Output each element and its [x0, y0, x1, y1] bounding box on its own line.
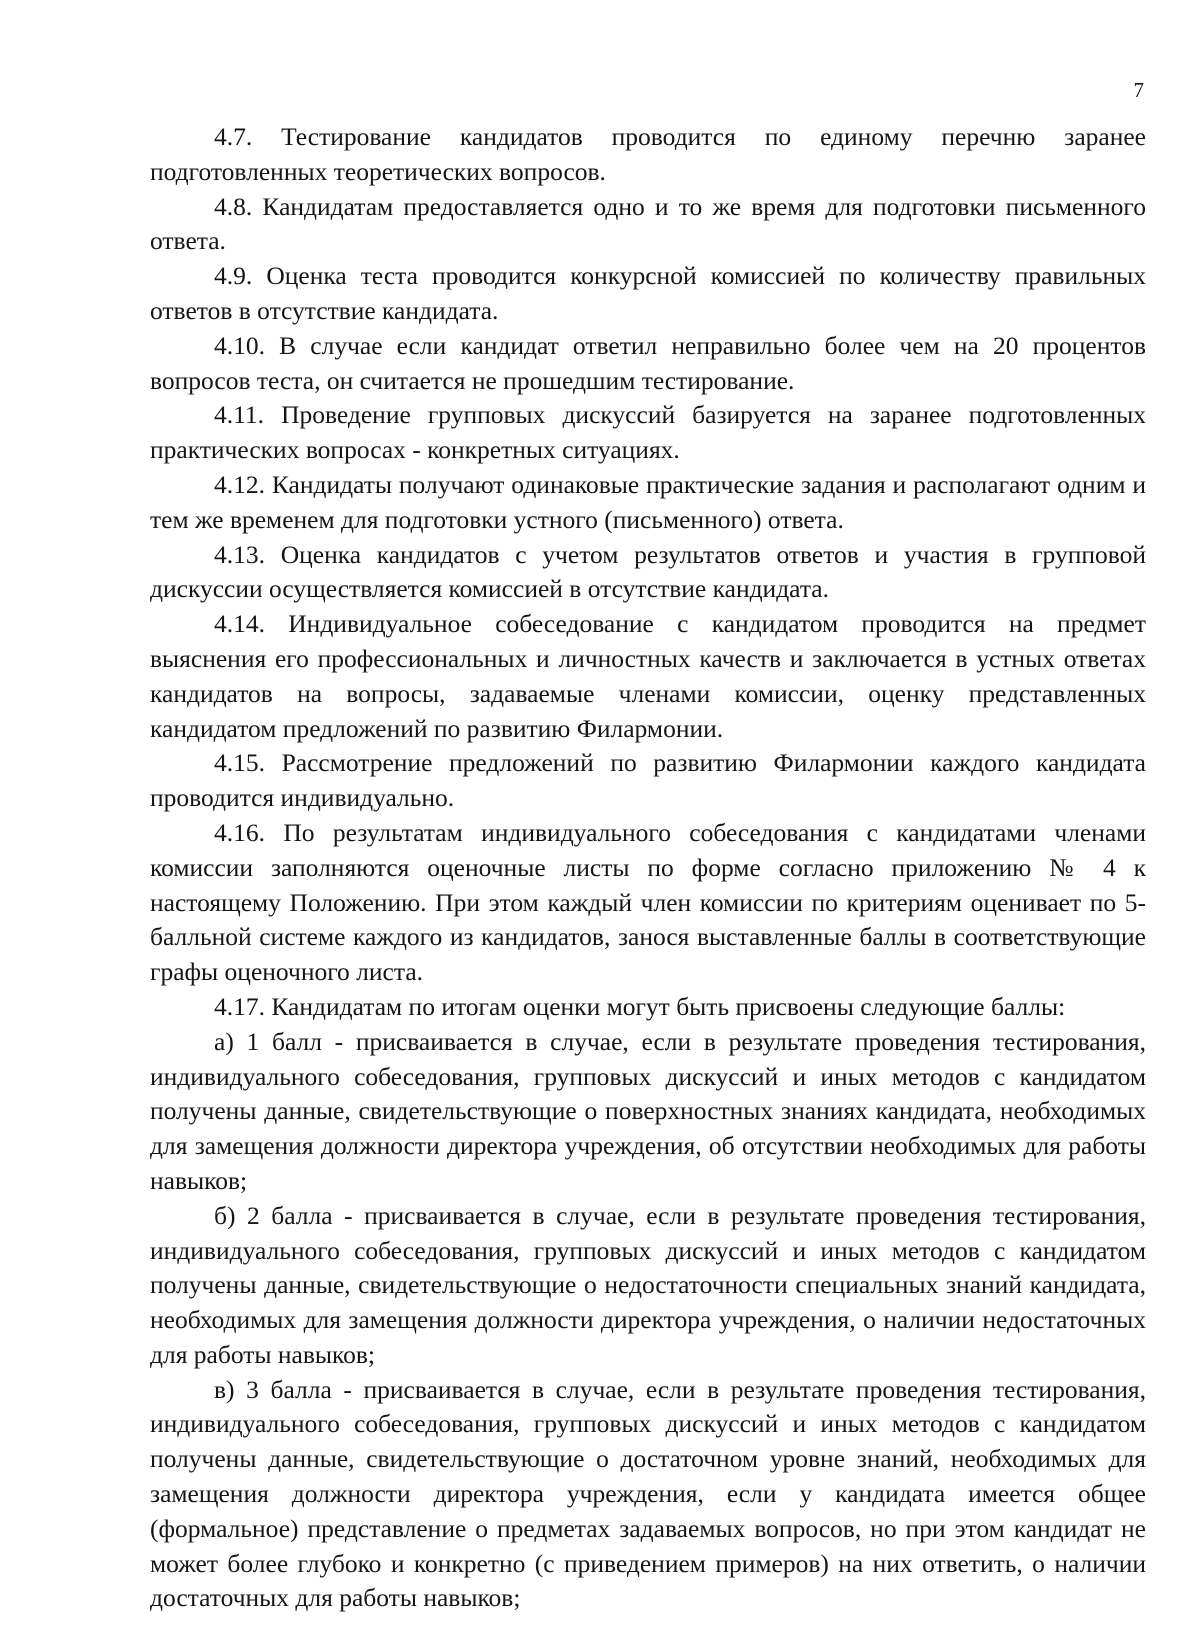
page-number: 7	[1133, 78, 1144, 102]
paragraph: а) 1 балл - присваивается в случае, если в результате проведения тестирования, индивидуального собеседования, групповых дискуссий и иных методов с кандидатом получены данные, свидетельствующие о поверхностных знаниях кандидата, необходимых для замещения должности директора учреждения, об отсутствии необходимых для работы навыков;	[150, 1026, 1146, 1195]
paragraph: 4.17. Кандидатам по итогам оценки могут быть присвоены следующие баллы:	[214, 991, 1066, 1021]
paragraph: 4.14. Индивидуальное собеседование с кандидатом проводится на предмет выяснения его профессиональных и личностных качеств и заключается в устных ответах кандидатов на вопросы, задаваемые членами комиссии, оценку представленных кандидатом предложений по развитию Филармонии.	[150, 609, 1146, 743]
paragraph: 4.7. Тестирование кандидатов проводится по единому перечню заранее подготовленных теоретических вопросов.	[150, 122, 1146, 186]
paragraph: 4.13. Оценка кандидатов с учетом результатов ответов и участия в групповой дискуссии осуществляется комиссией в отсутствие кандидата.	[150, 539, 1146, 604]
document-body	[150, 120, 1146, 1616]
paragraph: в) 3 балла - присваивается в случае, если в результате проведения тестирования, индивидуального собеседования, групповых дискуссий и иных методов с кандидатом получены данные, свидетельствующие о достаточном уровне знаний, необходимых для замещения должности директора учреждения, если у кандидата имеется общее (формальное) представление о предметах задаваемых вопросов, но при этом кандидат не может более глубоко и конкретно (с приведением примеров) на них ответить, о наличии достаточных для работы навыков;	[150, 1374, 1146, 1613]
paragraph: 4.15. Рассмотрение предложений по развитию Филармонии каждого кандидата проводится индивидуально.	[150, 748, 1146, 813]
paragraph: б) 2 балла - присваивается в случае, если в результате проведения тестирования, индивидуального собеседования, групповых дискуссий и иных методов с кандидатом получены данные, свидетельствующие о недостаточности специальных знаний кандидата, необходимых для замещения должности директора учреждения, о наличии недостаточных для работы навыков;	[150, 1200, 1146, 1369]
paragraph: 4.16. По результатам индивидуального собеседования с кандидатами членами комиссии заполняются оценочные листы по форме согласно приложению № 4 к настоящему Положению. При этом каждый член комиссии по критериям оценивает по 5-балльной системе каждого из кандидатов, занося выставленные баллы в соответствующие графы оценочного листа.	[150, 817, 1146, 987]
paragraph: 4.9. Оценка теста проводится конкурсной комиссией по количеству правильных ответов в отсутствие кандидата.	[150, 261, 1146, 325]
paragraph: 4.11. Проведение групповых дискуссий базируется на заранее подготовленных практических вопросах - конкретных ситуациях.	[150, 400, 1146, 465]
paragraph: 4.12. Кандидаты получают одинаковые практические задания и располагают одним и тем же временем для подготовки устного (письменного) ответа.	[150, 469, 1146, 534]
paragraph: 4.8. Кандидатам предоставляется одно и то же время для подготовки письменного ответа.	[150, 191, 1146, 256]
paragraph: 4.10. В случае если кандидат ответил неправильно более чем на 20 процентов вопросов теста, он считается не прошедшим тестирование.	[150, 330, 1146, 395]
